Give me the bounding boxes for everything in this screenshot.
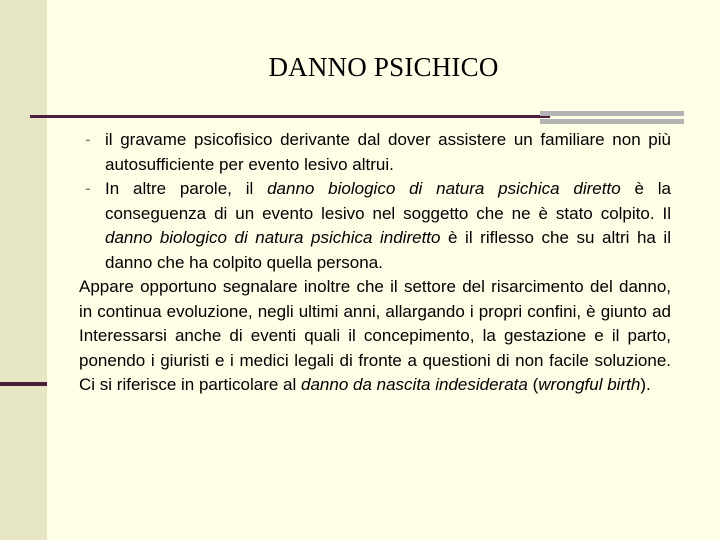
- text-segment: (: [527, 375, 539, 394]
- body-paragraph: [79, 275, 671, 398]
- slide-title: DANNO PSICHICO: [268, 52, 499, 82]
- italic-term: danno da nascita indesiderata: [301, 375, 528, 394]
- slide-body: [79, 128, 671, 398]
- title-divider-grey-top: [540, 111, 684, 116]
- bullet-dash: -: [85, 130, 91, 149]
- bullet-text: [105, 130, 671, 174]
- left-accent-line: [0, 382, 47, 386]
- text-segment: è la conseguenza di un evento lesivo nel soggetto che ne è stato colpito. Il: [105, 179, 672, 223]
- left-decorative-bar: [0, 0, 47, 540]
- italic-term: danno biologico di natura psichica indiretto: [105, 228, 441, 247]
- bullet-item-2: [79, 177, 671, 275]
- italic-term: wrongful birth: [538, 375, 641, 394]
- text-segment: In altre parole, il: [105, 179, 268, 198]
- bullet-item-1: [79, 128, 671, 177]
- text-segment: è il riflesso che su altri ha il danno che ha colpito quella persona.: [105, 228, 671, 272]
- text-segment: Appare opportuno segnalare inoltre che il settore del risarcimento del danno, in continua evoluzione, negli ultimi anni, allargando i propri confini, è giunto ad Interessarsi anche di eventi quali il concepimento, la gestazione e il parto, ponendo i giuristi e i medici legali di fronte a questioni di non facile soluzione. Ci si riferisce in particolare al: [79, 277, 671, 394]
- bullet-dash: -: [85, 179, 91, 198]
- title-divider-grey-bottom: [540, 119, 684, 124]
- title-divider: [30, 115, 550, 118]
- bullet-text: [105, 179, 671, 272]
- text-segment: ).: [640, 375, 651, 394]
- italic-term: danno biologico di natura psichica diretto: [267, 179, 621, 198]
- text-segment: il gravame psicofisico derivante dal dover assistere un familiare non più autosufficiente per evento lesivo altrui.: [105, 130, 671, 174]
